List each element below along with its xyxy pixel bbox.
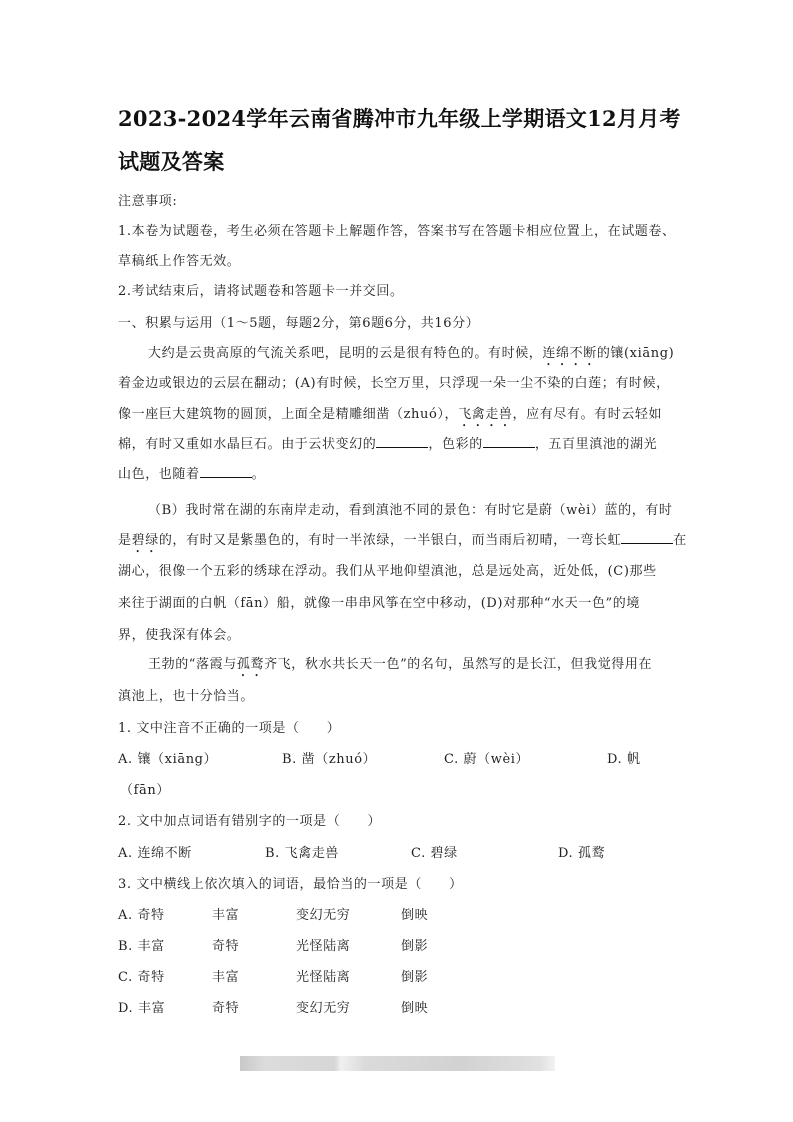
question-2-stem: 2. 文中加点词语有错别字的一项是（ ） xyxy=(118,814,382,829)
question-2-option-d[interactable]: D. 孤鹜 xyxy=(558,846,606,861)
passage-line xyxy=(118,433,657,452)
fill-blank-2[interactable] xyxy=(483,437,535,448)
question-2-option-c[interactable]: C. 碧绿 xyxy=(411,846,458,861)
question-3-option-d-word-3: 变幻无穷 xyxy=(296,1001,351,1016)
question-3-option-d-word-4: 倒映 xyxy=(401,1001,429,1016)
question-1-stem: 1. 文中注音不正确的一项是（ ） xyxy=(118,721,341,736)
passage-line xyxy=(118,463,265,482)
passage-text: 在 xyxy=(673,533,687,548)
notice-item-1: 1.本卷为试题卷，考生必须在答题卡上解题作答，答案书写在答题卡相应位置上，在试题卷、 xyxy=(118,224,676,239)
question-1-option-a[interactable]: A. 镶（xiāng） xyxy=(118,752,218,767)
question-3-option-d-word-2: 奇特 xyxy=(212,1001,240,1016)
question-3-option-b-word-4: 倒影 xyxy=(401,939,429,954)
document-title-line-2: 试题及答案 xyxy=(118,149,225,174)
passage-line: （B）我时常在湖的东南岸走动，看到滇池不同的景色：有时它是蔚（wèi）蓝的，有时 xyxy=(148,503,673,518)
question-3-option-a-word-2: 丰富 xyxy=(212,908,240,923)
fill-blank-3[interactable] xyxy=(200,467,252,478)
dotted-word: 孤鹜 xyxy=(236,657,265,672)
question-3-option-b-word-2: 奇特 xyxy=(212,939,240,954)
question-3-option-c-word-3: 光怪陆离 xyxy=(296,970,351,985)
question-3-option-d[interactable]: D. 丰富 xyxy=(118,1001,166,1016)
passage-line xyxy=(148,342,674,369)
fill-blank-4[interactable] xyxy=(621,533,673,544)
passage-text: ，五百里滇池的湖光 xyxy=(534,437,658,452)
dotted-word: 连绵不断 xyxy=(542,346,597,361)
question-3-option-a[interactable]: A. 奇特 xyxy=(118,908,165,923)
passage-text: 山色，也随着 xyxy=(118,467,200,482)
passage-text: 棉，有时又重如水晶巨石。由于云状变幻的 xyxy=(118,437,377,452)
passage-line xyxy=(118,529,687,556)
dotted-word: 飞禽走兽 xyxy=(458,407,513,422)
passage-line: 来往于湖面的白帆（fān）船，就像一串串风筝在空中移动，(D)对那种“水天一色”的境 xyxy=(118,596,640,611)
fill-blank-1[interactable] xyxy=(376,437,428,448)
passage-text: 是 xyxy=(118,533,132,548)
question-1-option-d[interactable]: D. 帆 xyxy=(607,752,641,767)
question-3-option-a-word-4: 倒映 xyxy=(401,908,429,923)
blurred-footer-watermark xyxy=(240,1056,555,1071)
question-1-option-b[interactable]: B. 凿（zhuó） xyxy=(282,752,377,767)
question-3-option-b-word-3: 光怪陆离 xyxy=(296,939,351,954)
question-1-option-c[interactable]: C. 蔚（wèi） xyxy=(444,752,530,767)
notice-heading: 注意事项: xyxy=(118,194,178,209)
passage-text: ，应有尽有。有时云轻如 xyxy=(512,407,663,422)
notice-item-2: 2.考试结束后，请将试题卷和答题卡一并交回。 xyxy=(118,284,404,299)
passage-text: 的镶(xiāng) xyxy=(596,346,675,361)
passage-line: 滇池上，也十分恰当。 xyxy=(118,689,255,704)
passage-line: 着金边或银边的云层在翻动；(A)有时候，长空万里，只浮现一朵一尘不染的白莲；有时候， xyxy=(118,376,670,391)
passage-text: 像一座巨大建筑物的圆顶，上面全是精雕细凿（zhuó）， xyxy=(118,407,459,422)
passage-line xyxy=(148,653,652,680)
passage-text: 。 xyxy=(251,467,266,482)
question-2-option-a[interactable]: A. 连绵不断 xyxy=(118,846,192,861)
document-title-line-1: 2023-2024学年云南省腾冲市九年级上学期语文12月月考 xyxy=(118,106,681,131)
passage-text: 王勃的“落霞与 xyxy=(148,657,237,672)
question-3-option-c[interactable]: C. 奇特 xyxy=(118,970,165,985)
passage-line: 湖心，很像一个五彩的绣球在浮动。我们从平地仰望滇池，总是远处高，近处低，(C)那些 xyxy=(118,564,657,579)
passage-text: 齐飞，秋水共长天一色”的名句，虽然写的是长江，但我觉得用在 xyxy=(264,657,653,672)
passage-line xyxy=(118,403,662,430)
question-3-stem: 3. 文中横线上依次填入的词语，最恰当的一项是（ ） xyxy=(118,877,463,892)
passage-text: ，色彩的 xyxy=(428,437,483,452)
dotted-word: 碧绿 xyxy=(131,533,159,548)
question-1-option-d-pinyin: （fān） xyxy=(120,783,170,798)
question-3-option-b[interactable]: B. 丰富 xyxy=(118,939,165,954)
section-heading: 一、积累与运用（1～5题，每题2分，第6题6分，共16分） xyxy=(118,316,480,331)
question-2-option-b[interactable]: B. 飞禽走兽 xyxy=(265,846,340,861)
question-3-option-c-word-2: 丰富 xyxy=(212,970,240,985)
question-3-option-c-word-4: 倒影 xyxy=(401,970,429,985)
notice-item-1-continued: 草稿纸上作答无效。 xyxy=(118,254,241,269)
question-3-option-a-word-3: 变幻无穷 xyxy=(296,908,351,923)
passage-line: 界，使我深有体会。 xyxy=(118,628,241,643)
passage-text: 大约是云贵高原的气流关系吧，昆明的云是很有特色的。有时候， xyxy=(148,346,543,361)
passage-text: 的，有时又是紫墨色的，有时一半浓绿，一半银白，而当雨后初晴，一弯长虹 xyxy=(158,533,622,548)
